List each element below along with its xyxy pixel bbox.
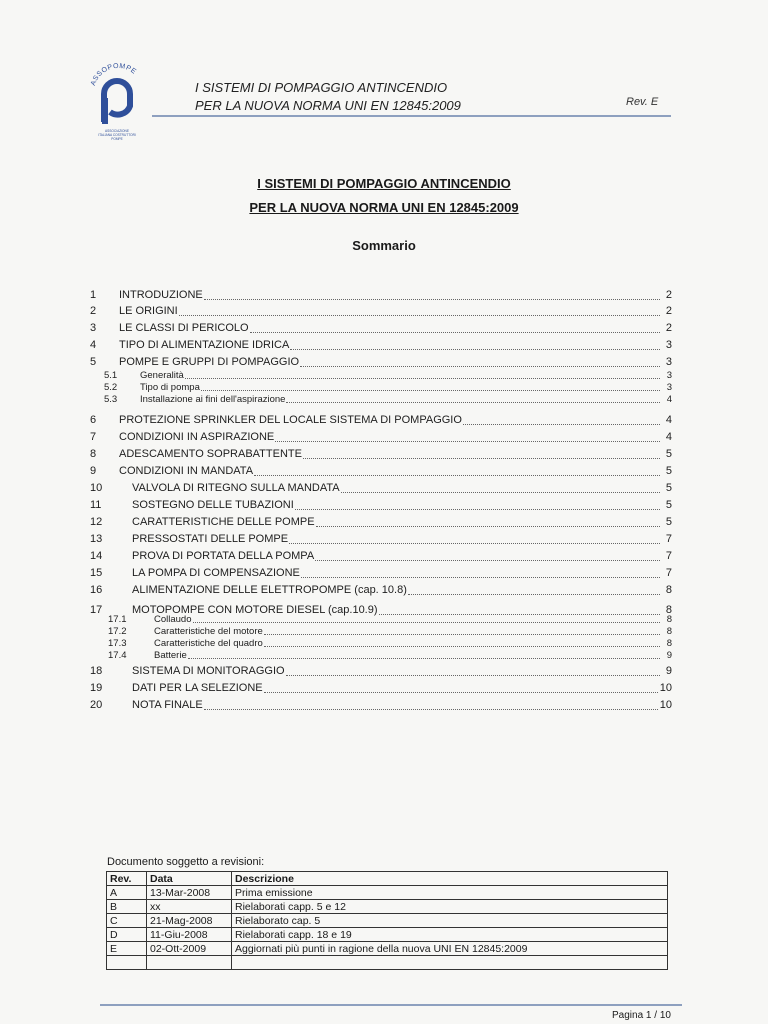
toc-leader-dots [204, 709, 658, 710]
toc-leader-dots [264, 634, 660, 635]
revision-date [147, 956, 232, 970]
revision-code: B [107, 900, 147, 914]
toc-leader-dots [264, 692, 658, 693]
revision-description: Aggiornati più punti in ragione della nuova UNI EN 12845:2009 [232, 942, 668, 956]
toc-label: POMPE E GRUPPI DI POMPAGGIO [119, 356, 300, 368]
toc-page-number: 3 [666, 382, 672, 393]
revision-date: 21-Mag-2008 [147, 914, 232, 928]
toc-page-number: 3 [666, 370, 672, 381]
toc-number: 9 [90, 465, 97, 477]
table-row [107, 942, 668, 956]
toc-entry [88, 319, 672, 335]
table-row [107, 886, 668, 900]
toc-page-number: 10 [659, 682, 672, 694]
footer-divider [100, 1004, 682, 1006]
toc-entry [88, 411, 672, 427]
header-title-line2: PER LA NUOVA NORMA UNI EN 12845:2009 [195, 98, 461, 113]
toc-number: 16 [90, 584, 103, 596]
toc-leader-dots [254, 475, 660, 476]
toc-number: 8 [90, 448, 97, 460]
toc-entry [88, 445, 672, 461]
toc-label: MOTOPOMPE CON MOTORE DIESEL (cap.10.9) [132, 604, 378, 616]
revision-code: C [107, 914, 147, 928]
toc-number: 19 [90, 682, 103, 694]
toc-entry [88, 662, 672, 678]
toc-entry [88, 530, 672, 546]
toc-number: 13 [90, 533, 103, 545]
toc-label: CONDIZIONI IN ASPIRAZIONE [119, 431, 275, 443]
toc-label: Installazione ai fini dell'aspirazione [140, 394, 286, 405]
toc-entry [88, 428, 672, 444]
toc-leader-dots [303, 458, 660, 459]
revision-date: 11-Giu-2008 [147, 928, 232, 942]
toc-number: 6 [90, 414, 97, 426]
toc-number: 5.2 [104, 382, 118, 393]
toc-leader-dots [204, 299, 660, 300]
toc-number: 15 [90, 567, 103, 579]
header-revision: Rev. E [626, 96, 659, 108]
toc-number: 17.2 [108, 626, 127, 637]
toc-label: INTRODUZIONE [119, 289, 203, 301]
header-divider [152, 115, 671, 117]
toc-page-number: 9 [666, 650, 672, 661]
toc-entry [88, 286, 672, 302]
summary-heading: Sommario [352, 238, 416, 253]
toc-leader-dots [315, 560, 660, 561]
toc-label: SISTEMA DI MONITORAGGIO [132, 665, 285, 677]
toc-number: 17.4 [108, 650, 127, 661]
toc-entry [88, 496, 672, 512]
toc-label: Generalità [140, 370, 184, 381]
document-title-line2: PER LA NUOVA NORMA UNI EN 12845:2009 [249, 200, 519, 215]
toc-label: PRESSOSTATI DELLE POMPE [132, 533, 289, 545]
toc-subentry [88, 393, 672, 405]
toc-leader-dots [301, 577, 660, 578]
table-row [107, 914, 668, 928]
toc-subentry [88, 637, 672, 649]
toc-leader-dots [316, 526, 660, 527]
toc-label: LA POMPA DI COMPENSAZIONE [132, 567, 300, 579]
toc-entry [88, 513, 672, 529]
toc-number: 17.1 [108, 614, 127, 625]
toc-number: 11 [90, 499, 102, 511]
revision-description: Rielaborati capp. 18 e 19 [232, 928, 668, 942]
toc-number: 5 [90, 356, 97, 368]
svg-text:ITALIANA COSTRUTTORI: ITALIANA COSTRUTTORI [98, 133, 136, 137]
toc-leader-dots [185, 378, 660, 379]
toc-page-number: 4 [666, 394, 672, 405]
revision-code [107, 956, 147, 970]
toc-leader-dots [193, 622, 661, 623]
toc-leader-dots [264, 646, 660, 647]
toc-page-number: 7 [665, 567, 672, 579]
toc-leader-dots [295, 509, 660, 510]
toc-subentry [88, 649, 672, 661]
toc-leader-dots [286, 402, 660, 403]
revisions-header-description: Descrizione [232, 872, 668, 886]
revision-date: xx [147, 900, 232, 914]
toc-entry [88, 479, 672, 495]
toc-leader-dots [408, 594, 660, 595]
toc-number: 14 [90, 550, 103, 562]
document-title [0, 172, 768, 220]
toc-number: 7 [90, 431, 97, 443]
toc-page-number: 5 [665, 499, 672, 511]
toc-label: CARATTERISTICHE DELLE POMPE [132, 516, 315, 528]
toc-label: PROVA DI PORTATA DELLA POMPA [132, 550, 315, 562]
revision-date: 13-Mar-2008 [147, 886, 232, 900]
toc-leader-dots [289, 543, 660, 544]
toc-page-number: 2 [665, 289, 672, 301]
revision-description: Rielaborato cap. 5 [232, 914, 668, 928]
header-title-line1: I SISTEMI DI POMPAGGIO ANTINCENDIO [195, 80, 448, 95]
toc-number: 17.3 [108, 638, 127, 649]
toc-page-number: 10 [659, 699, 672, 711]
toc-leader-dots [300, 366, 660, 367]
toc-label: Batterie [154, 650, 187, 661]
toc-entry [88, 353, 672, 369]
toc-page-number: 8 [665, 584, 672, 596]
toc-entry [88, 581, 672, 597]
revisions-header-row [107, 872, 668, 886]
toc-leader-dots [179, 315, 660, 316]
revision-description: Prima emissione [232, 886, 668, 900]
toc-label: Tipo di pompa [140, 382, 200, 393]
toc-label: LE CLASSI DI PERICOLO [119, 322, 249, 334]
toc-label: Caratteristiche del motore [154, 626, 263, 637]
toc-subentry [88, 625, 672, 637]
toc-label: LE ORIGINI [119, 305, 178, 317]
toc-label: DATI PER LA SELEZIONE [132, 682, 263, 694]
toc-number: 5.3 [104, 394, 118, 405]
revisions-caption: Documento soggetto a revisioni: [107, 856, 265, 868]
toc-page-number: 8 [666, 626, 672, 637]
toc-leader-dots [201, 390, 660, 391]
revisions-header-rev: Rev. [107, 872, 147, 886]
toc-page-number: 4 [665, 414, 672, 426]
toc-page-number: 5 [665, 482, 672, 494]
toc-number: 5.1 [104, 370, 118, 381]
toc-page-number: 2 [665, 305, 672, 317]
toc-page-number: 8 [665, 604, 672, 616]
toc-page-number: 8 [666, 614, 672, 625]
toc-leader-dots [463, 424, 660, 425]
table-row [107, 956, 668, 970]
toc-label: ALIMENTAZIONE DELLE ELETTROPOMPE (cap. 10.8) [132, 584, 407, 596]
toc-subentry [88, 381, 672, 393]
toc-leader-dots [250, 332, 660, 333]
toc-label: ADESCAMENTO SOPRABATTENTE [119, 448, 302, 460]
svg-text:ASSOCIAZIONE: ASSOCIAZIONE [105, 129, 129, 133]
toc-subentry [88, 369, 672, 381]
document-title-line1: I SISTEMI DI POMPAGGIO ANTINCENDIO [257, 176, 511, 191]
toc-page-number: 9 [665, 665, 672, 677]
revision-date: 02-Ott-2009 [147, 942, 232, 956]
toc-subentry [88, 613, 672, 625]
toc-entry [88, 336, 672, 352]
toc-label: SOSTEGNO DELLE TUBAZIONI [132, 499, 294, 511]
toc-number: 4 [90, 339, 97, 351]
toc-label: Collaudo [154, 614, 192, 625]
revision-code: A [107, 886, 147, 900]
table-row [107, 928, 668, 942]
toc-number: 1 [90, 289, 97, 301]
toc-entry [88, 679, 672, 695]
toc-page-number: 2 [665, 322, 672, 334]
toc-page-number: 4 [665, 431, 672, 443]
revisions-header-date: Data [147, 872, 232, 886]
toc-leader-dots [290, 349, 660, 350]
toc-page-number: 5 [665, 516, 672, 528]
toc-page-number: 7 [665, 550, 672, 562]
toc-number: 3 [90, 322, 97, 334]
toc-label: Caratteristiche del quadro [154, 638, 263, 649]
toc-page-number: 3 [665, 356, 672, 368]
assopompe-logo [86, 60, 148, 144]
toc-number: 2 [90, 305, 97, 317]
toc-entry [88, 462, 672, 478]
toc-label: TIPO DI ALIMENTAZIONE IDRICA [119, 339, 290, 351]
table-row [107, 900, 668, 914]
toc-page-number: 7 [665, 533, 672, 545]
toc-label: VALVOLA DI RITEGNO SULLA MANDATA [132, 482, 340, 494]
toc-number: 12 [90, 516, 103, 528]
toc-entry [88, 564, 672, 580]
toc-page-number: 5 [665, 448, 672, 460]
toc-entry [88, 302, 672, 318]
toc-number: 10 [90, 482, 103, 494]
revision-code: E [107, 942, 147, 956]
toc-number: 20 [90, 699, 103, 711]
toc-page-number: 8 [666, 638, 672, 649]
toc-number: 18 [90, 665, 103, 677]
svg-text:POMPE: POMPE [111, 137, 123, 141]
toc-page-number: 3 [665, 339, 672, 351]
toc-leader-dots [341, 492, 660, 493]
revisions-table [106, 871, 668, 970]
toc-leader-dots [275, 441, 660, 442]
toc-label: NOTA FINALE [132, 699, 203, 711]
page-number: Pagina 1 / 10 [612, 1010, 671, 1021]
toc-leader-dots [188, 658, 660, 659]
revision-description [232, 956, 668, 970]
toc-label: PROTEZIONE SPRINKLER DEL LOCALE SISTEMA DI POMPAGGIO [119, 414, 462, 426]
header-title [195, 79, 461, 115]
toc-page-number: 5 [665, 465, 672, 477]
toc-label: CONDIZIONI IN MANDATA [119, 465, 254, 477]
toc-entry [88, 547, 672, 563]
toc-leader-dots [286, 675, 660, 676]
toc-entry [88, 696, 672, 712]
revision-code: D [107, 928, 147, 942]
toc-number: 17 [90, 604, 103, 616]
revision-description: Rielaborati capp. 5 e 12 [232, 900, 668, 914]
svg-text:ASSOPOMPE: ASSOPOMPE [89, 62, 138, 87]
